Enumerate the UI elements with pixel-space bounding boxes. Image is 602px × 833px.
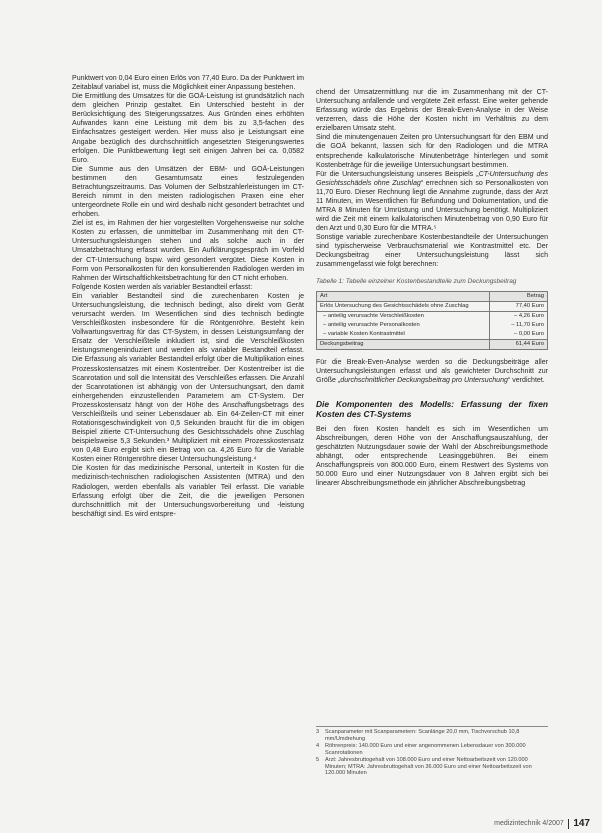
paragraph-text: Für die Break-Even-Analyse werden so die Deckungsbeiträge aller Untersuchungsleistungen erfasst und als gewichteter Durchschnitt zur Größe „ <box>316 358 548 384</box>
footnotes <box>316 729 548 777</box>
paragraph: Bei den fixen Kosten handelt es sich im Wesentlichen um Abschreibungen, deren Höhe von der Anschaffungsauszahlung, der geschätzten Nutzungsdauer sowie der Wahl der Abschreibungsmethode abhängt, oder entsprechende Leasinggebühren. Bei einem Anschaffungspreis von 800.000 Euro, einem Restwert des Systems von 50.000 Euro und einer Nutzungsdauer von 8 Jahren ergibt sich bei linearer Abschreibungsmethode ein jährlicher Abschreibungsbetrag <box>316 425 548 488</box>
paragraph-text: Für die Untersuchungsleistung unseres Beispiels „ <box>316 170 479 178</box>
table-cell-label: Deckungsbeitrag <box>317 339 490 349</box>
table-cell-value: – 11,70 Euro <box>490 321 548 330</box>
footnote-number: 5 <box>316 756 320 763</box>
table-caption: Tabelle 1: Tabelle einzelner Kostenbestandteile zum Deckungsbeitrag <box>316 277 517 285</box>
footnote <box>316 729 548 743</box>
table-row <box>317 311 548 321</box>
table-cell-value: 61,44 Euro <box>490 339 548 349</box>
table-header-row <box>317 291 548 301</box>
footnote-number: 4 <box>316 742 320 749</box>
paragraph <box>316 170 548 234</box>
footnote-text: Scanparameter mit Scanparametern: Scanlänge 20,0 mm, Tischvorschub 10,8 mm/Umdrehung <box>325 729 520 742</box>
table-cell-label: Erlös Untersuchung des Gesichtsschädels ohne Zuschlag <box>317 301 490 311</box>
table-header-betrag: Betrag <box>490 291 548 301</box>
paragraph: Ziel ist es, im Rahmen der hier vorgestellten Vorgehensweise nur solche Kosten zu erfassen, die unmittelbar im Zusammenhang mit den CT-Untersuchungsleistungen stehen und als solche auch in der Umsatzbetrachtung erfasst wurden. Ein Aufklärungsgespräch im Vorfeld der CT-Untersuchung bspw. wird gesondert vergütet. Diese Kosten in Form von Personalkosten für den konsultierenden Radiologen werden im Rahmen der Wirtschaftlichkeitsbetrachtung für den CT nicht erhoben. <box>72 220 304 282</box>
emphasized-term: durchschnittlicher Deckungsbeitrag pro Untersuchung <box>340 376 508 384</box>
footnote <box>316 757 548 778</box>
table-cell-value: 77,40 Euro <box>490 301 548 311</box>
paragraph: Sonstige variable zurechenbare Kostenbestandteile der Untersuchungen sind typischerweise Verbrauchsmaterial wie Kontrastmittel etc. Der Deckungsbeitrag einer Untersuchungsleistung lässt sich zusammengefasst wie folgt berechnen: <box>316 234 548 269</box>
table-header-art: Art <box>317 291 490 301</box>
footnote-text: Arzt: Jahresbruttogehalt von 108.000 Euro und einer Nettoarbeitszeit von 120.000 Minuten; MTRA: Jahresbruttogehalt von 36.000 Euro und einer Nettoarbeitszeit von 120.000 Minuten <box>325 756 532 777</box>
paragraph: Punktwert von 0,04 Euro einen Erlös von 77,40 Euro. Da der Punktwert im Zeitablauf variabel ist, muss die Möglichkeit einer Anpassung bestehen. <box>72 75 304 92</box>
journal-issue: medizintechnik 4/2007 <box>494 820 564 827</box>
right-column <box>316 88 548 488</box>
footnote-number: 3 <box>316 729 320 735</box>
paragraph: Sind die minutengenauen Zeiten pro Untersuchungsart für den EBM und die GOÄ bekannt, lassen sich für den Radiologen und die MTRA entsprechende kalkulatorische Minutenbeträge hinterlegen und somit Kostenbeträge für die jeweilige Untersuchungsart bestimmen. <box>316 134 548 169</box>
paragraph <box>316 358 548 385</box>
footnote <box>316 743 548 757</box>
table-total-row <box>317 339 548 349</box>
page-footer <box>494 818 590 829</box>
table-cell-value: – 4,26 Euro <box>490 311 548 321</box>
paragraph: Die Kosten für das medizinische Personal, unterteilt in Kosten für die medizinisch-technischen radiologischen Assistenten (MTRA) und den Radiologen, werden ebenfalls als variabler Teil erfasst. Die variable Erfassung erfolgt über die Zeit, die die jeweiligen Personen durchschnittlich mit der Untersuchungsvorbereitung und -leistung beschäftigt sind. Es wird entspre- <box>72 465 304 518</box>
table-cell-label: – anteilig verursachte Personalkosten <box>317 321 490 330</box>
page-number: 147 <box>573 818 590 829</box>
paragraph: Die Ermittlung des Umsatzes für die GOÄ-Leistung ist grundsätzlich nach dem gleichen Prinzip gestaltet. Ein Unterschied besteht in der Berücksichtigung des Steigerungssatzes. Aus Gründen eines erhöhten Aufwandes kann eine Leistung mit dem bis zu 3,5-fachen des Einfachsatzes gesteigert werden. Hier muss also je Leistungsart eine Angabe bezüglich des durchschnittlich angesetzten Steigerungswertes erfolgen. Die Punktbewertung liegt seit einigen Jahren bei ca. 0,0582 Euro. <box>72 93 304 164</box>
footer-divider <box>568 819 570 829</box>
footnote-text: Röhrenpreis: 140.000 Euro und einer angenommenen Lebensdauer von 300.000 Scanrotationen <box>325 742 526 756</box>
table-cell-label: – variable Kosten Kontrastmittel <box>317 330 490 340</box>
paragraph: chend der Umsatzermittlung nur die im Zusammenhang mit der CT-Untersuchung anfallende und vergütete Zeit erfasst. Eine weiter gehende Erfassung würde das Ergebnis der Break-Even-Analyse in der Weise verzerren, dass die Höhe der Kosten nicht im Verhältnis zu dem erzielbaren Umsatz steht. <box>316 89 548 133</box>
section-heading: Die Komponenten des Modells: Erfassung der fixen Kosten des CT-Systems <box>316 398 548 419</box>
table-cell-value: – 0,00 Euro <box>490 330 548 340</box>
left-column <box>72 74 304 519</box>
example-title: CT-Untersuchung des Gesichtsschädels ohne Zuschlag <box>316 170 548 187</box>
table-row <box>317 321 548 330</box>
cost-table <box>316 291 548 350</box>
table-row <box>317 301 548 311</box>
table-row <box>317 330 548 340</box>
paragraph: Folgende Kosten werden als variabler Bestandteil erfasst: <box>72 283 253 291</box>
footnote-divider <box>316 726 548 727</box>
paragraph-text: “ errechnen sich so Personalkosten von 11,70 Euro. Dieser Rechnung liegt die Annahme zugrunde, dass der Arzt 11 Minuten, im Wesentlichen für Befundung und Dokumentation, und die MTRA 8 Minuten für Umrüstung und Untersuchung benötigt. Multipliziert wird die Zeit mit einem kalkulatorischen Minutenbetrag von 0,90 Euro für den Arzt und 0,30 Euro für die MTRA.⁵ <box>316 179 549 233</box>
table-cell-label: – anteilig verursachte Verschleißkosten <box>317 311 490 321</box>
paragraph-text: “ verdichtet. <box>507 376 545 384</box>
paragraph: Ein variabler Bestandteil sind die zurechenbaren Kosten je Untersuchungsleistung, die technisch bedingt, also direkt vom Gerät verursacht werden. Im Wesentlichen sind dies technisch bedingte Verschleißkosten insbesondere für die Röntgenröhre. Besteht kein Vollwartungsvertrag für das CT-System, in dessen Leistungsumfang der Ersatz der Verschleißteile inkludiert ist, sind die Verschleißkosten leistungsmengeninduziert und werden als variabler Bestandteil erfasst. Die Erfassung als variabler Bestandteil erfolgt über die Multiplikation eines Prozesskostensatzes mit einem Kostentreiber. Der Kostentreiber ist die Scanrotation und soll die Intensität des Verschleißes erfassen. Die Anzahl der Scanrotationen ist abhängig von der Untersuchungsart, den damit einhergehenden einzustellenden Parametern am CT-System. Der Prozesskostensatz hängt von der Höhe des Anschaffungsbetrags des Verschleißteils und seiner Lebensdauer ab. Ein 64-Zeilen-CT mit einer Rotationsgeschwindigkeit von 0,5 Sekunden braucht für die im obigen Beispiel zitierte CT-Untersuchung des Gesichtsschädels ohne Zuschlag beispielsweise 5,3 Sekunden.³ Multipliziert mit einem Prozesskostensatz von 0,48 Euro ergibt sich ein Betrag von ca. 4,26 Euro für die Variable Kosten einer Röntgenröhre dieser Untersuchungsleistung.⁴ <box>72 292 304 464</box>
paragraph: Die Summe aus den Umsätzen der EBM- und GOÄ-Leistungen bestimmen den Gesamtumsatz eines festzulegenden Betrachtungszeitraums. Das Volumen der Selbstzahlerleistungen im CT-Bereich nimmt in den meisten radiologischen Praxen eine eher untergeordnete Rolle ein und wird deshalb nicht gesondert betrachtet und erhoben. <box>72 165 304 219</box>
